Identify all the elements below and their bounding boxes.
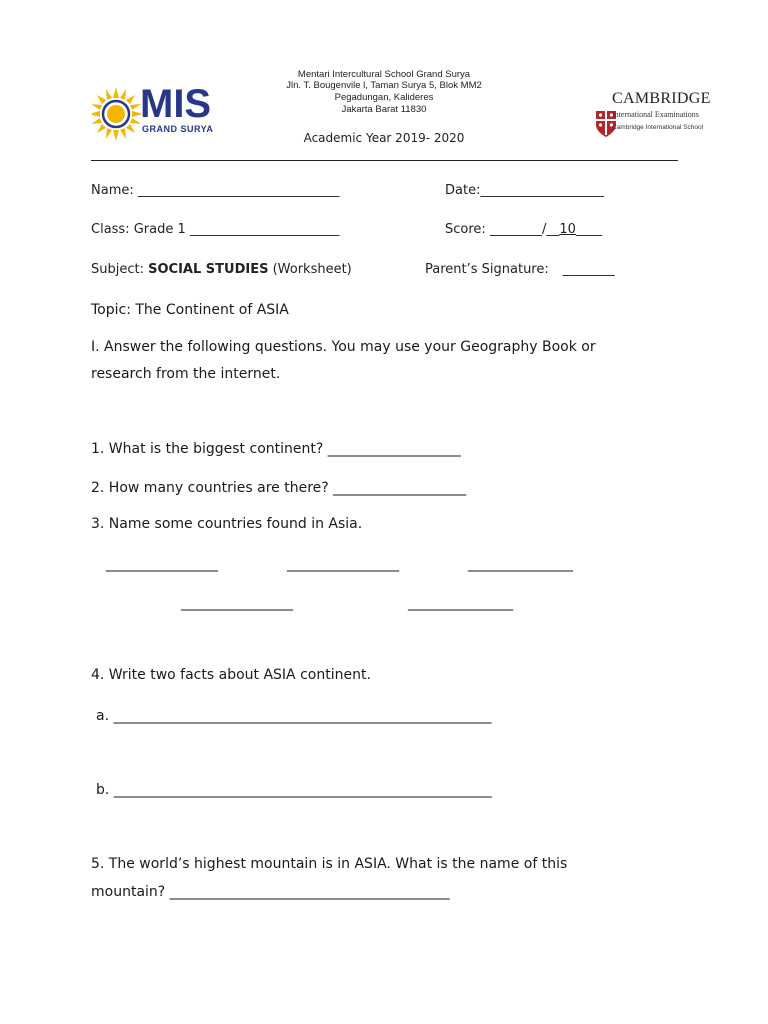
question-5-line-2[interactable]: mountain? ________________________________________: [91, 884, 450, 900]
question-2[interactable]: 2. How many countries are there? ___________________: [91, 480, 467, 496]
instruction-line-2: research from the internet.: [91, 366, 281, 382]
subject-note: (Worksheet): [268, 262, 352, 277]
class-field: [91, 222, 339, 237]
address-line-3: Jakarta Barat 11830: [341, 104, 427, 115]
name-field: [91, 183, 339, 198]
name-blank[interactable]: _______________________________: [137, 183, 340, 198]
class-label: Class: Grade 1: [91, 222, 190, 237]
address-line-2: Pegadungan, Kalideres: [334, 92, 434, 103]
country-blank-3[interactable]: _______________: [468, 556, 573, 572]
topic-heading: Topic: The Continent of ASIA: [91, 302, 289, 318]
academic-year: Academic Year 2019- 2020: [303, 131, 465, 145]
signature-field: [425, 262, 615, 277]
question-1[interactable]: 1. What is the biggest continent? ___________________: [91, 441, 461, 457]
date-field: [445, 183, 604, 198]
country-blank-4[interactable]: ________________: [181, 595, 293, 611]
header-divider: [91, 160, 678, 161]
country-blank-5[interactable]: _______________: [408, 595, 513, 611]
cambridge-shield-icon: [585, 91, 607, 119]
subject-value: SOCIAL STUDIES: [148, 262, 269, 277]
question-5-line-1: 5. The world’s highest mountain is in ASIA. What is the name of this: [91, 856, 568, 872]
country-blank-1[interactable]: ________________: [106, 556, 218, 572]
sun-icon: [92, 84, 142, 146]
score-field: [445, 222, 602, 237]
school-name: Mentari Intercultural School Grand Surya: [297, 69, 471, 80]
score-total: 10: [559, 222, 576, 237]
score-blank-3: ____: [575, 222, 602, 237]
score-blank[interactable]: ________/: [489, 222, 547, 237]
question-3: 3. Name some countries found in Asia.: [91, 516, 363, 532]
signature-label: Parent’s Signature:: [425, 262, 549, 277]
subject-field: [91, 262, 352, 277]
cambridge-logo-title: CAMBRIDGE: [612, 90, 711, 107]
country-blank-2[interactable]: ________________: [287, 556, 399, 572]
address-line-1: Jln. T. Bougenvile l, Taman Surya 5, Blok MM2: [286, 80, 482, 91]
date-label: Date:: [445, 183, 481, 198]
cambridge-logo-school: Cambridge International School: [612, 124, 704, 131]
subject-label: Subject:: [91, 262, 149, 277]
instruction-line-1: I. Answer the following questions. You may use your Geography Book or: [91, 339, 596, 355]
date-blank[interactable]: ___________________: [480, 183, 604, 198]
signature-blank[interactable]: ________: [562, 262, 615, 277]
mis-logo-subtext: GRAND SURYA: [142, 124, 214, 134]
score-blank-2: __: [546, 222, 560, 237]
score-label: Score:: [445, 222, 490, 237]
cambridge-logo-subtitle: International Examinations: [612, 110, 699, 119]
question-4a[interactable]: a. ______________________________________________________: [96, 708, 492, 724]
class-blank[interactable]: _______________________: [189, 222, 340, 237]
question-4: 4. Write two facts about ASIA continent.: [91, 667, 371, 683]
name-label: Name:: [91, 183, 138, 198]
question-4b[interactable]: b. ______________________________________________________: [96, 782, 492, 798]
mis-logo-text: MIS: [140, 82, 212, 126]
